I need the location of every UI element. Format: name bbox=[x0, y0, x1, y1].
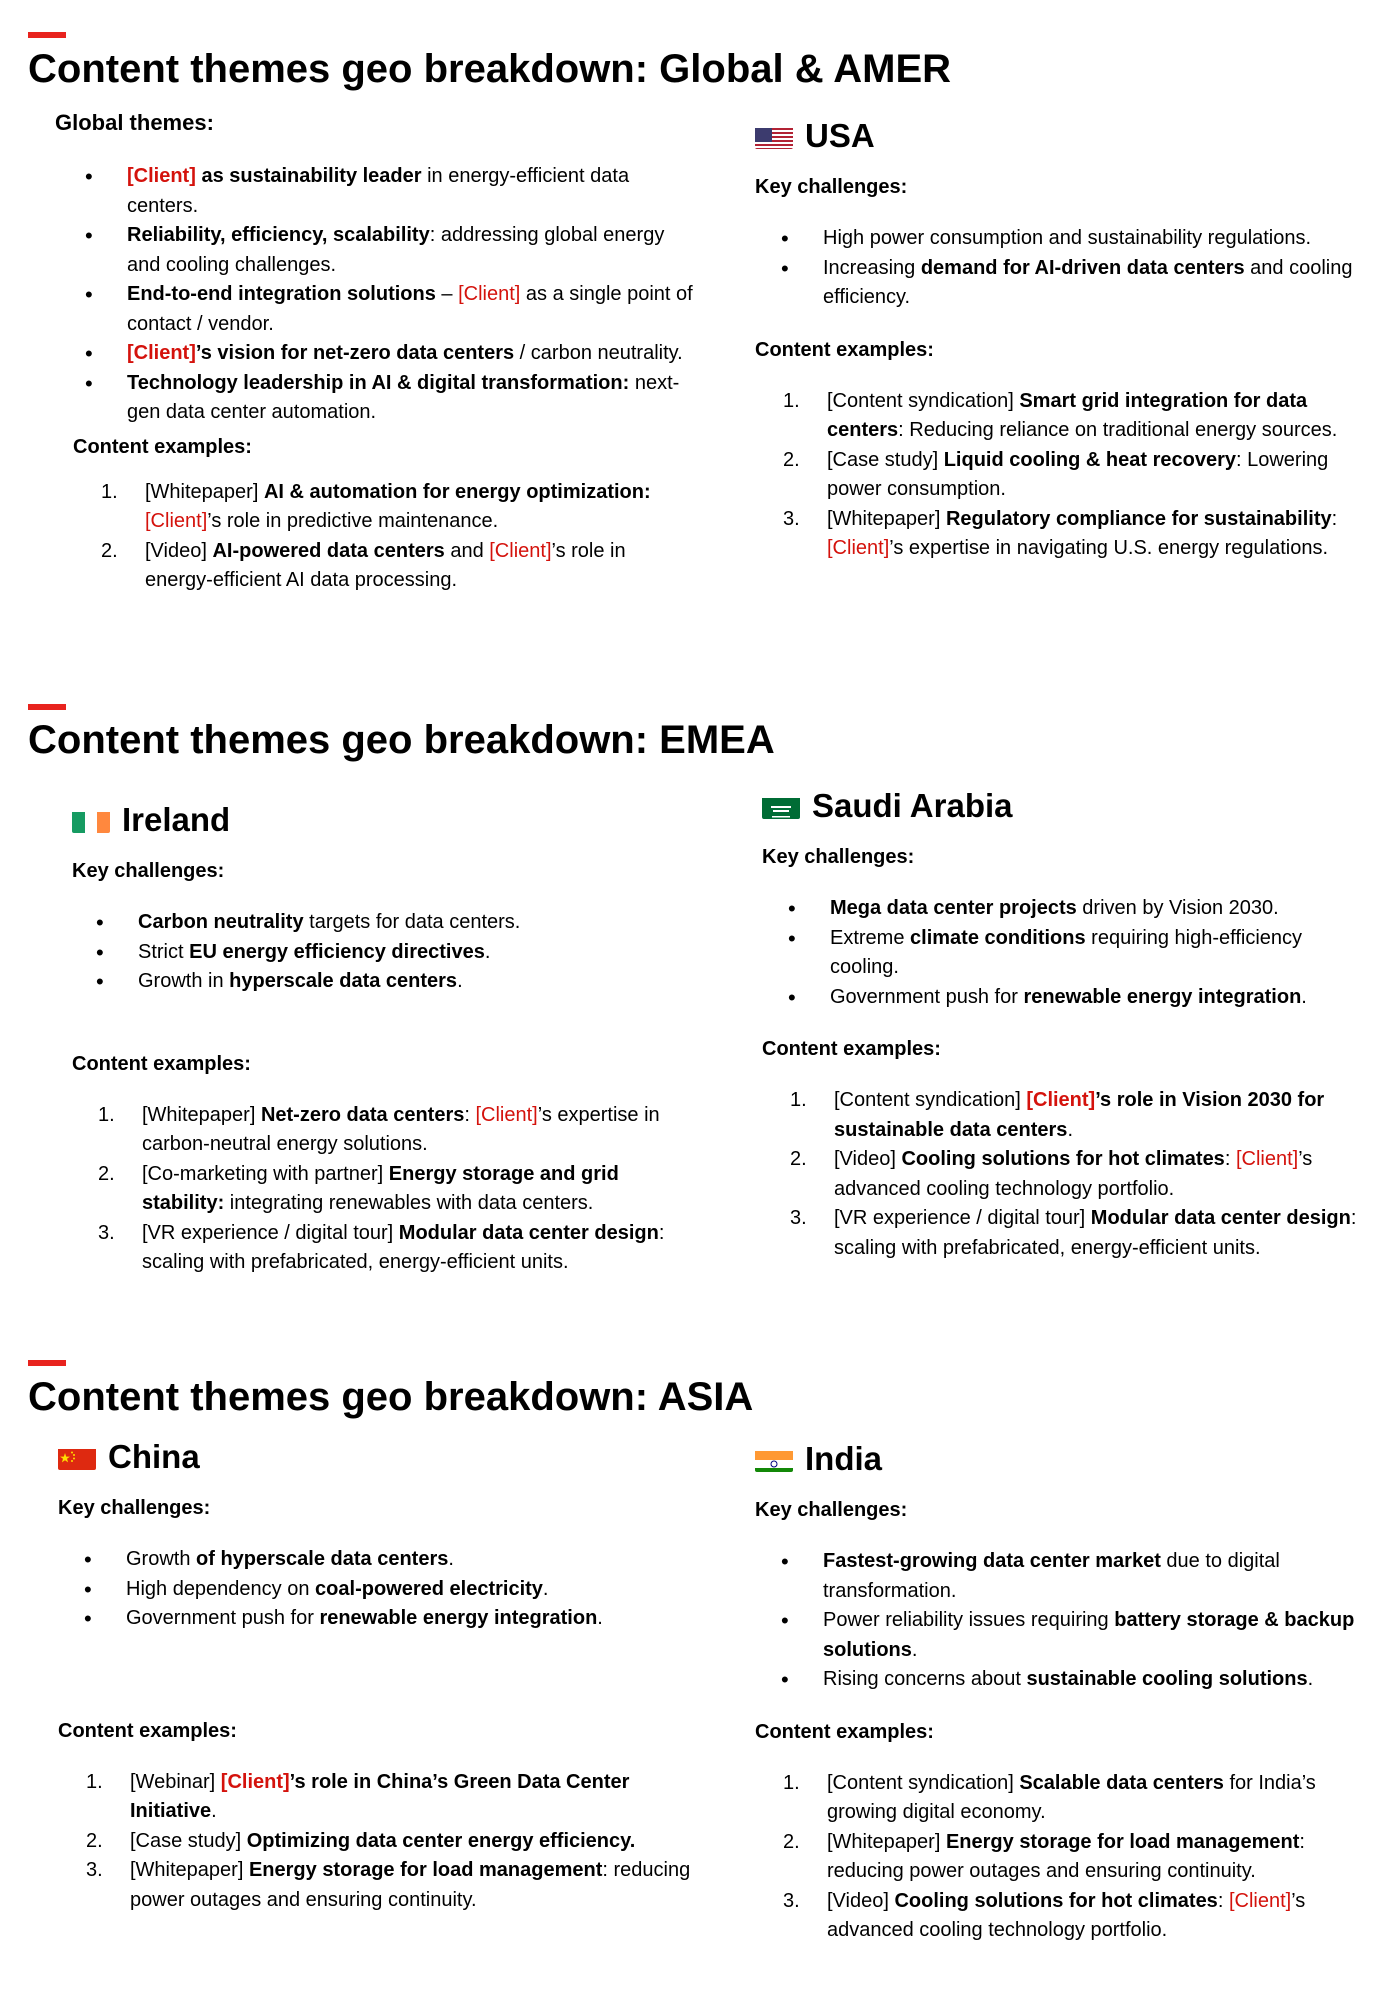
list-item: • Increasing demand for AI-driven data centers and cooling efficiency. bbox=[769, 254, 1355, 313]
list-item: 3. [VR experience / digital tour] Modular data center design: scaling with prefabricated, energy-efficient units. bbox=[790, 1207, 1357, 1259]
list-item: 1. [Webinar] [Client]’s role in China’s Green Data Center Initiative. bbox=[86, 1770, 630, 1822]
list-item: 2. [Co-marketing with partner] Energy storage and grid stability: integrating renewables with data centers. bbox=[98, 1162, 619, 1214]
list-item: 1. [Content syndication] [Client]’s role in Vision 2030 for sustainable data centers. bbox=[790, 1089, 1325, 1141]
list-item: • Rising concerns about sustainable cooling solutions. bbox=[769, 1665, 1365, 1695]
list-item: 3. [Whitepaper] Regulatory compliance for sustainability: [Client]’s expertise in navigating U.S. energy regulations. bbox=[783, 507, 1338, 559]
country-heading-usa bbox=[755, 116, 1355, 156]
key-challenges-list bbox=[769, 224, 1355, 313]
list-item: 2. [Video] Cooling solutions for hot climates: [Client]’s advanced cooling technology portfolio. bbox=[790, 1148, 1313, 1200]
global-themes-list bbox=[73, 162, 695, 428]
global-themes-column bbox=[55, 110, 695, 596]
us-flag-icon bbox=[755, 123, 793, 149]
key-challenges-label: Key challenges: bbox=[762, 846, 915, 868]
country-name: Saudi Arabia bbox=[812, 787, 1013, 824]
key-challenges-label: Key challenges: bbox=[755, 1499, 908, 1521]
country-heading-saudi-arabia bbox=[762, 786, 1362, 826]
content-examples-label: Content examples: bbox=[762, 1038, 941, 1060]
list-item: • Extreme climate conditions requiring high-efficiency cooling. bbox=[776, 924, 1362, 983]
country-heading-ireland bbox=[72, 800, 692, 840]
list-item: 2. [Case study] Liquid cooling & heat recovery: Lowering power consumption. bbox=[783, 448, 1329, 500]
key-challenges-list bbox=[84, 908, 692, 997]
list-item: • End-to-end integration solutions – [Client] as a single point of contact / vendor. bbox=[73, 280, 695, 339]
list-item: 2. [Case study] Optimizing data center energy efficiency. bbox=[86, 1829, 636, 1852]
list-item: • High power consumption and sustainability regulations. bbox=[769, 224, 1355, 254]
key-challenges-list bbox=[769, 1547, 1365, 1695]
usa-column bbox=[755, 116, 1355, 564]
key-challenges-label: Key challenges: bbox=[58, 1497, 211, 1519]
list-item: • Mega data center projects driven by Vision 2030. bbox=[776, 894, 1362, 924]
content-examples-label: Content examples: bbox=[755, 338, 934, 361]
content-examples-list bbox=[769, 387, 1355, 564]
list-item: • [Client] as sustainability leader in energy-efficient data centers. bbox=[73, 162, 695, 221]
list-item: • Strict EU energy efficiency directives. bbox=[84, 938, 692, 968]
content-examples-list bbox=[776, 1086, 1362, 1263]
list-item: 1. [Whitepaper] AI & automation for energy optimization: [Client]’s role in predictive maintenance. bbox=[101, 480, 651, 532]
list-item: 1. [Content syndication] Smart grid integration for data centers: Reducing reliance on traditional energy sources. bbox=[783, 389, 1338, 441]
key-challenges-label: Key challenges: bbox=[755, 176, 908, 198]
country-heading-india bbox=[755, 1439, 1365, 1479]
saudi-flag-icon bbox=[762, 793, 800, 819]
section-title: Content themes geo breakdown: Global & AMER bbox=[28, 47, 952, 91]
list-item: • Government push for renewable energy integration. bbox=[72, 1604, 698, 1634]
country-name: USA bbox=[805, 117, 875, 154]
list-item: 3. [Whitepaper] Energy storage for load management: reducing power outages and ensuring continuity. bbox=[86, 1859, 691, 1911]
key-challenges-label: Key challenges: bbox=[72, 860, 225, 882]
section-title: Content themes geo breakdown: EMEA bbox=[28, 718, 775, 762]
india-flag-icon bbox=[755, 1446, 793, 1472]
china-flag-icon bbox=[58, 1444, 96, 1470]
country-name: China bbox=[108, 1438, 200, 1475]
content-examples-label: Content examples: bbox=[72, 1052, 251, 1075]
list-item: • High dependency on coal-powered electricity. bbox=[72, 1575, 698, 1605]
content-examples-list bbox=[87, 478, 695, 596]
list-item: • Government push for renewable energy integration. bbox=[776, 983, 1362, 1013]
saudi-column bbox=[762, 786, 1362, 1263]
global-themes-heading: Global themes: bbox=[55, 110, 214, 135]
content-examples-label: Content examples: bbox=[58, 1719, 237, 1742]
list-item: • Fastest-growing data center market due to digital transformation. bbox=[769, 1547, 1365, 1606]
china-column bbox=[58, 1437, 698, 1915]
content-examples-label: Content examples: bbox=[73, 435, 252, 458]
section-title: Content themes geo breakdown: ASIA bbox=[28, 1375, 754, 1419]
accent-bar bbox=[28, 32, 66, 38]
content-examples-list bbox=[84, 1101, 692, 1278]
list-item: 3. [VR experience / digital tour] Modular data center design: scaling with prefabricated, energy-efficient units. bbox=[98, 1221, 665, 1273]
ireland-column bbox=[72, 800, 692, 1278]
accent-bar bbox=[28, 704, 66, 710]
key-challenges-list bbox=[776, 894, 1362, 1012]
country-heading-china bbox=[58, 1437, 698, 1477]
content-examples-label: Content examples: bbox=[755, 1720, 934, 1743]
list-item: 1. [Whitepaper] Net-zero data centers: [Client]’s expertise in carbon-neutral energy solutions. bbox=[98, 1103, 660, 1155]
list-item: • Power reliability issues requiring battery storage & backup solutions. bbox=[769, 1606, 1365, 1665]
india-column bbox=[755, 1439, 1365, 1946]
content-examples-list bbox=[72, 1768, 698, 1916]
country-name: Ireland bbox=[122, 801, 231, 838]
list-item: • Growth of hyperscale data centers. bbox=[72, 1545, 698, 1575]
list-item: 1. [Content syndication] Scalable data centers for India’s growing digital economy. bbox=[783, 1771, 1316, 1823]
content-examples-list bbox=[769, 1769, 1365, 1946]
ireland-flag-icon bbox=[72, 807, 110, 833]
key-challenges-list bbox=[72, 1545, 698, 1634]
list-item: • Carbon neutrality targets for data centers. bbox=[84, 908, 692, 938]
list-item: • Technology leadership in AI & digital transformation: next-gen data center automation. bbox=[73, 369, 695, 428]
list-item: • Growth in hyperscale data centers. bbox=[84, 967, 692, 997]
list-item: 2. [Whitepaper] Energy storage for load management: reducing power outages and ensuring continuity. bbox=[783, 1830, 1305, 1882]
list-item: • Reliability, efficiency, scalability: addressing global energy and cooling challenges. bbox=[73, 221, 695, 280]
accent-bar bbox=[28, 1360, 66, 1366]
list-item: • [Client]’s vision for net-zero data centers / carbon neutrality. bbox=[73, 339, 695, 369]
list-item: 2. [Video] AI-powered data centers and [Client]’s role in energy-efficient AI data processing. bbox=[101, 539, 626, 591]
country-name: India bbox=[805, 1440, 883, 1477]
list-item: 3. [Video] Cooling solutions for hot climates: [Client]’s advanced cooling technology portfolio. bbox=[783, 1889, 1306, 1941]
